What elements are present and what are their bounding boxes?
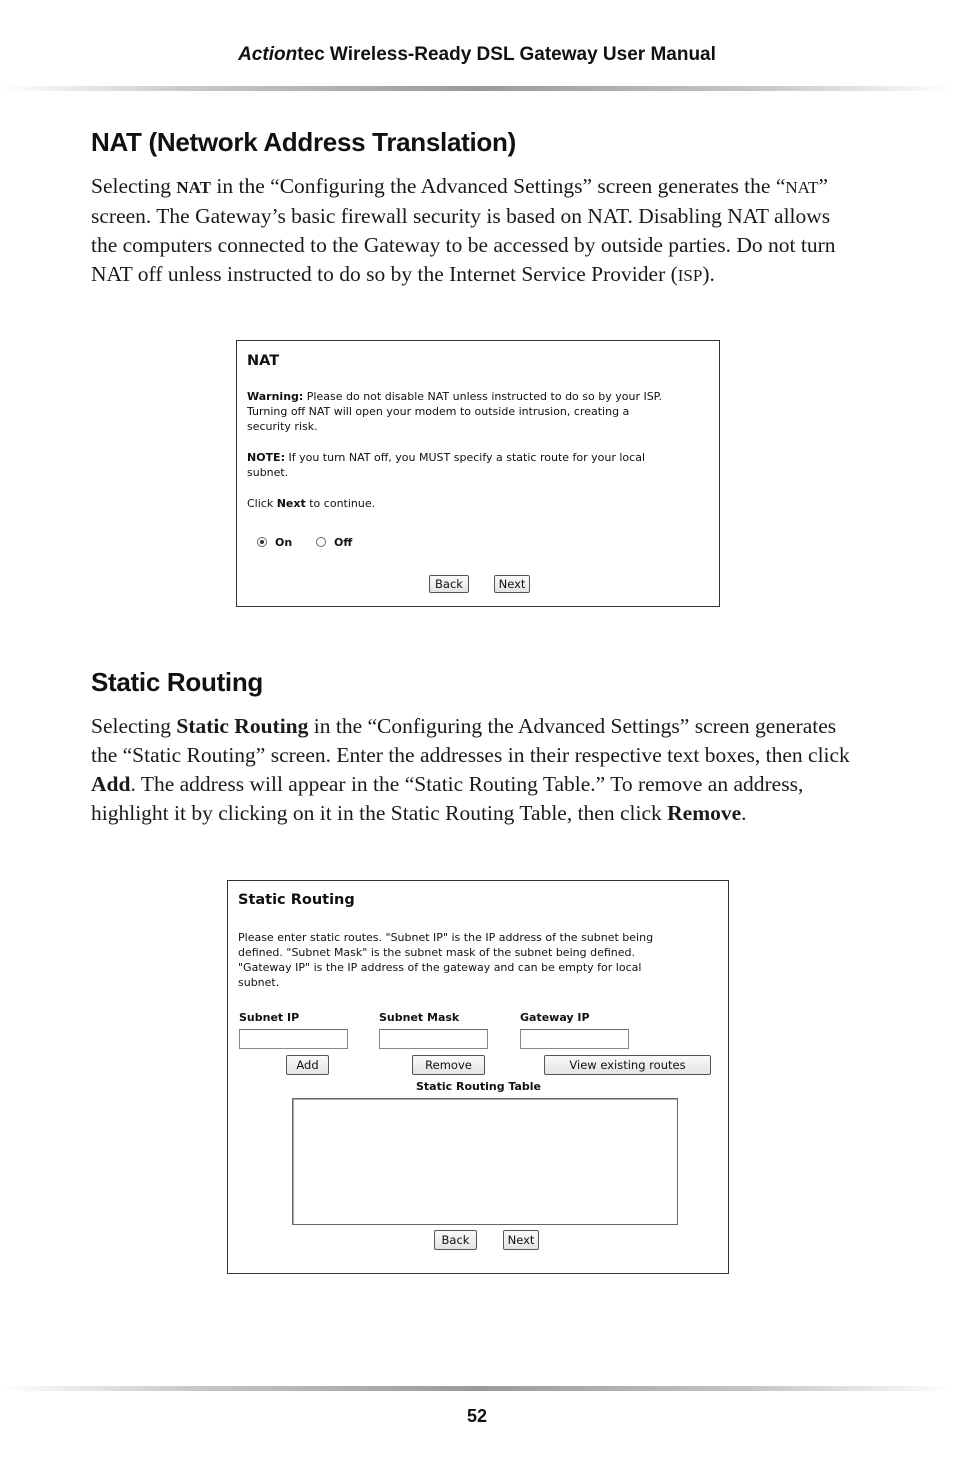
- running-head: [0, 44, 954, 66]
- view-existing-routes-button[interactable]: View existing routes: [544, 1055, 711, 1075]
- footer-rule: [0, 1386, 954, 1391]
- term-isp: ISP: [677, 266, 703, 285]
- radio-on-label: On: [275, 536, 293, 549]
- text-run: in the “Configuring the Advanced Settings” screen generates the “Static Routing” screen. Enter the addresses in their respective text boxes, then click: [91, 714, 850, 767]
- static-routing-table-title: Static Routing Table: [416, 1080, 542, 1093]
- static-screen-title: Static Routing: [238, 892, 355, 908]
- gateway-ip-input[interactable]: [520, 1029, 629, 1049]
- text-run: Click: [247, 497, 277, 510]
- text-run: in the “Configuring the Advanced Settings” screen generates the “: [211, 174, 786, 198]
- next-button[interactable]: Next: [503, 1230, 539, 1250]
- text-run: Selecting: [91, 174, 177, 198]
- static-routing-heading: Static Routing: [91, 667, 264, 697]
- text-run: .: [741, 801, 747, 825]
- warning-text: Please do not disable NAT unless instructed to do so by your ISP. Turning off NAT will open your modem to outside intrusion, creating a security risk.: [247, 390, 663, 433]
- static-description: Please enter static routes. "Subnet IP" is the IP address of the subnet being defined. "Subnet Mask" is the subnet mask of the subnet being defined. "Gateway IP" is the IP address of the gateway and can be empty for local subnet.: [238, 931, 654, 989]
- radio-off-label: Off: [334, 536, 353, 549]
- next-keyword: Next: [276, 497, 306, 510]
- back-button[interactable]: Back: [434, 1230, 477, 1250]
- nat-click-instruction: [247, 496, 375, 511]
- nat-screen-title: NAT: [247, 353, 280, 369]
- note-label: NOTE:: [247, 451, 285, 464]
- static-routing-paragraph: [91, 712, 866, 828]
- brand-italic: Action: [238, 44, 298, 65]
- page-number: 52: [466, 1406, 488, 1426]
- subnet-mask-label: Subnet Mask: [379, 1011, 460, 1024]
- remove-button[interactable]: Remove: [412, 1055, 485, 1075]
- radio-on[interactable]: [257, 537, 267, 547]
- static-routing-screenshot: [227, 880, 729, 1274]
- term-nat: NAT: [176, 178, 212, 197]
- warning-label: Warning:: [247, 390, 304, 403]
- text-run: to continue.: [305, 497, 376, 510]
- text-run: . The address will appear in the “Static Routing Table.” To remove an address, highlight it by clicking on it in the Static Routing Table, then click: [91, 772, 804, 825]
- note-text: If you turn NAT off, you MUST specify a static route for your local subnet.: [247, 451, 645, 479]
- add-button[interactable]: Add: [286, 1055, 329, 1075]
- text-run: ” screen. The Gateway’s basic firewall security is based on NAT. Disabling NAT allows the computers connected to the Gateway to be accessed by outside parties. Do not turn NAT off unless instructed to do so by the Internet Service Provider (: [91, 174, 836, 286]
- text-run: ).: [702, 262, 715, 286]
- header-rule: [0, 86, 954, 91]
- next-button[interactable]: Next: [494, 575, 530, 593]
- nat-paragraph: [91, 172, 861, 290]
- term-static-routing: Static Routing: [176, 714, 309, 738]
- term-nat-smallcaps: NAT: [785, 178, 819, 197]
- subnet-ip-input[interactable]: [239, 1029, 348, 1049]
- nat-heading: NAT (Network Address Translation): [91, 127, 516, 157]
- nat-warning: [247, 389, 717, 434]
- back-button[interactable]: Back: [429, 575, 469, 593]
- static-routing-table[interactable]: [292, 1098, 678, 1225]
- gateway-ip-label: Gateway IP: [520, 1011, 590, 1024]
- nat-note: [247, 450, 717, 480]
- subnet-ip-label: Subnet IP: [239, 1011, 300, 1024]
- nat-screenshot: [236, 340, 720, 607]
- running-head-title: tec Wireless-Ready DSL Gateway User Manual: [297, 44, 716, 65]
- subnet-mask-input[interactable]: [379, 1029, 488, 1049]
- text-run: Selecting: [91, 714, 177, 738]
- radio-off[interactable]: [316, 537, 326, 547]
- term-add: Add: [91, 772, 131, 796]
- term-remove: Remove: [667, 801, 742, 825]
